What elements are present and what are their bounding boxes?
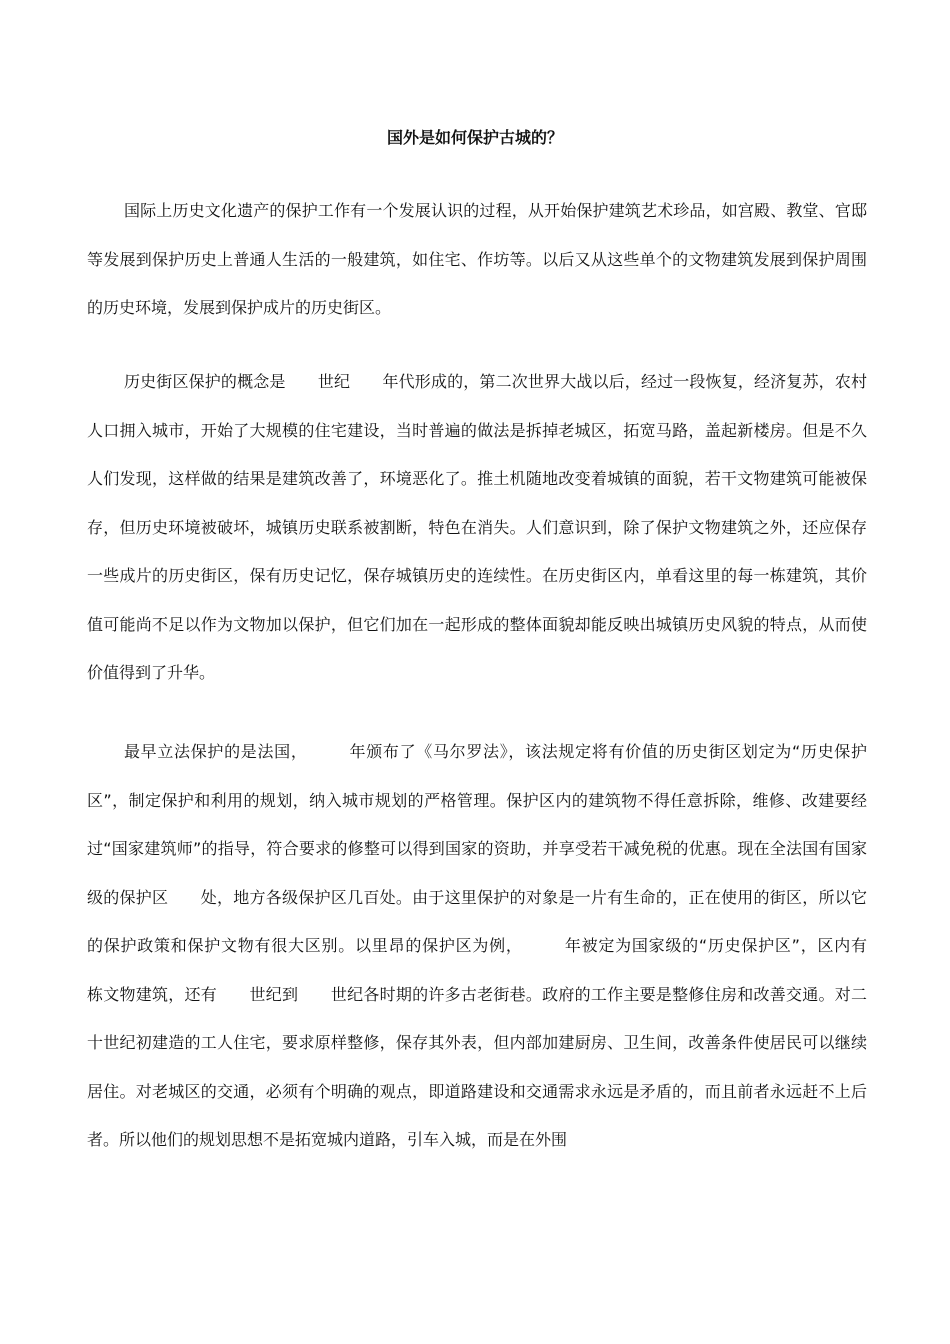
paragraph-1: 国际上历史文化遗产的保护工作有一个发展认识的过程，从开始保护建筑艺术珍品，如宫殿、教堂、官邸等发展到保护历史上普通人生活的一般建筑，如住宅、作坊等。以后又从这些单个的文物建筑发展到保护周围的历史环境，发展到保护成片的历史街区。 bbox=[87, 201, 867, 317]
paragraph-3: 最早立法保护的是法国， 年颁布了《马尔罗法》，该法规定将有价值的历史街区划定为“历史保护区”，制定保护和利用的规划，纳入城市规划的严格管理。保护区内的建筑物不得任意拆除，维修、改建要经过“国家建筑师”的指导，符合要求的修整可以得到国家的资助，并享受若干减免税的优惠。现在全法国有国家级的保护区 处，地方各级保护区几百处。由于这里保护的对象是一片有生命的，正在使用的街区，所以它的保护政策和保护文物有很大区别。以里昂的保护区为例， 年被定为国家级的“历史保护区”，区内有 栋文物建筑，还有 世纪到 世纪各时期的许多古老街巷。政府的工作主要是整修住房和改善交通。对二十世纪初建造的工人住宅，要求原样整修，保存其外表，但内部加建厨房、卫生间，改善条件使居民可以继续居住。对老城区的交通，必须有个明确的观点，即道路建设和交通需求永远是矛盾的，而且前者永远赶不上后者。所以他们的规划思想不是拓宽城内道路，引车入城，而是在外围 bbox=[87, 742, 900, 1149]
paragraph-2: 历史街区保护的概念是 世纪 年代形成的，第二次世界大战以后，经过一段恢复，经济复苏，农村人口拥入城市，开始了大规模的住宅建设，当时普遍的做法是拆掉老城区，拓宽马路，盖起新楼房。但是不久人们发现，这样做的结果是建筑改善了，环境恶化了。推土机随地改变着城镇的面貌，若干文物建筑可能被保存，但历史环境被破坏，城镇历史联系被割断，特色在消失。人们意识到，除了保护文物建筑之外，还应保存一些成片的历史街区，保有历史记忆，保存城镇历史的连续性。在历史街区内，单看这里的每一栋建筑，其价值可能尚不足以作为文物加以保护，但它们加在一起形成的整体面貌却能反映出城镇历史风貌的特点，从而使价值得到了升华。 bbox=[87, 372, 867, 682]
document-title: 国外是如何保护古城的？ bbox=[386, 128, 563, 147]
